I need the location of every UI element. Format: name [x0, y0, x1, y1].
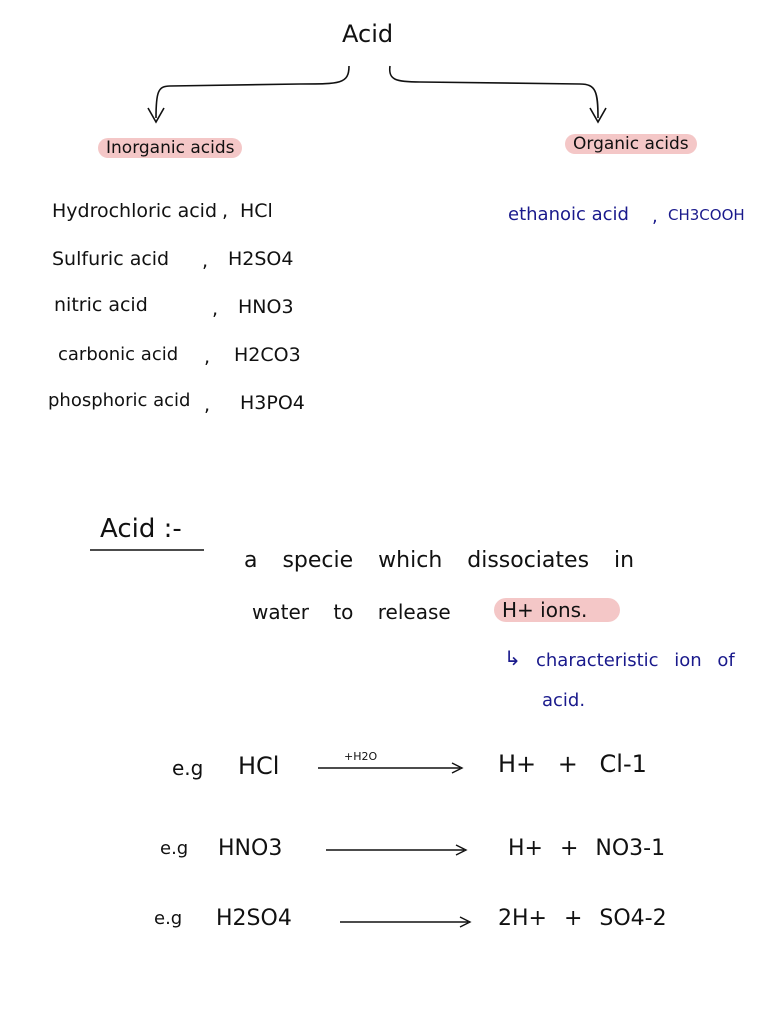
example-label: e.g [154, 908, 183, 929]
inorganic-item-name: Sulfuric acid [52, 248, 170, 270]
note-arrow: ↳ [504, 646, 521, 670]
inorganic-item-sep: , [204, 346, 211, 368]
example-reactant: HCl [238, 752, 280, 780]
organic-acids-label: Organic acids [565, 134, 697, 154]
tree-root-label: Acid [342, 20, 394, 48]
inorganic-item-formula: HNO3 [238, 296, 294, 318]
inorganic-item-sep: , [202, 250, 209, 272]
inorganic-item-sep: , [222, 200, 229, 222]
example-condition: +H2O [344, 750, 378, 763]
inorganic-item-name: nitric acid [54, 294, 148, 316]
inorganic-item-name: carbonic acid [58, 344, 179, 365]
example-reactant: H2SO4 [216, 906, 292, 931]
inorganic-item-sep: , [204, 394, 211, 416]
inorganic-item-formula: HCl [240, 200, 273, 222]
right-branch-arrow [390, 66, 598, 118]
example-label: e.g [172, 756, 204, 780]
inorganic-item-formula: H2SO4 [228, 248, 294, 270]
definition-heading: Acid :- [100, 514, 182, 544]
organic-item-formula: CH3COOH [668, 206, 745, 224]
example-products: 2H+ + SO4-2 [498, 906, 667, 931]
note-line-2: acid. [542, 690, 586, 711]
inorganic-item-sep: , [212, 298, 219, 320]
left-branch-arrow [156, 66, 349, 118]
inorganic-item-formula: H2CO3 [234, 344, 301, 366]
note-line-1: characteristic ion of [536, 650, 735, 671]
example-reactant: HNO3 [218, 836, 283, 861]
organic-item-name: ethanoic acid [508, 204, 629, 225]
example-products: H+ + Cl-1 [498, 750, 647, 778]
inorganic-item-formula: H3PO4 [240, 392, 305, 414]
organic-item-sep: , [652, 206, 658, 227]
inorganic-item-name: Hydrochloric acid [52, 200, 218, 222]
example-products: H+ + NO3-1 [508, 836, 666, 861]
hydrogen-ion-highlight: H+ ions. [494, 598, 620, 622]
inorganic-acids-label: Inorganic acids [98, 138, 242, 158]
inorganic-item-name: phosphoric acid [48, 390, 191, 411]
example-label: e.g [160, 838, 189, 859]
definition-line-1: a specie which dissociates in [244, 548, 635, 573]
definition-line-2: water to release [252, 600, 451, 624]
